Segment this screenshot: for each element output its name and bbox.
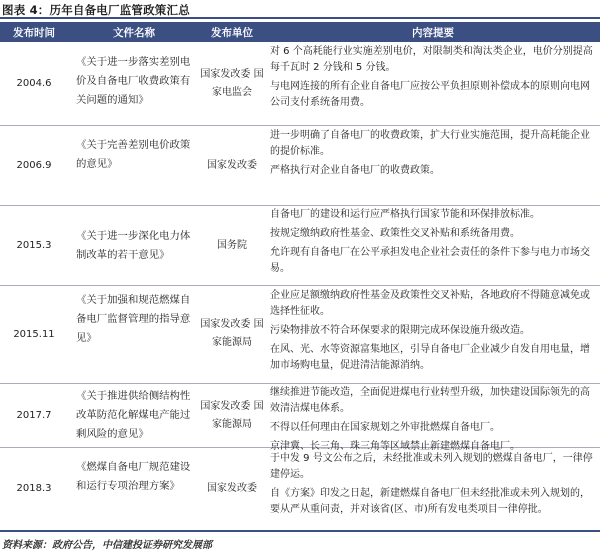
row-issuing-unit: 国家发改委 国家电监会: [200, 69, 264, 98]
content-item: 企业应足额缴纳政府性基金及政策性交叉补贴，各地政府不得随意减免或选择性征收。: [270, 290, 590, 317]
content-item: 对 6 个高耗能行业实施差别电价，对限制类和淘汰类企业，电价分别提高每千瓦时 2 分钱和 5 分钱。: [270, 46, 593, 73]
row-content: [270, 451, 596, 521]
row-issuing-unit: 国务院: [217, 240, 247, 251]
column-header-date: 发布时间: [13, 27, 55, 39]
column-header-content: 内容提要: [412, 27, 454, 39]
row-document-name: 《关于进一步落实差别电价及自备电厂收费政策有关问题的通知》: [76, 56, 191, 106]
source-note: 资料来源：政府公告，中信建投证券研究发展部: [2, 540, 212, 551]
row-issuing-unit: 国家发改委 国家能源局: [200, 401, 264, 430]
row-content: [270, 207, 596, 280]
row-issuing-unit: 国家发改委: [207, 160, 257, 171]
content-item: 于中发 9 号文公布之后，未经批准或未列入规划的燃煤自备电厂，一律停建停运。: [270, 453, 593, 480]
row-content: [270, 44, 596, 114]
figure-title: 图表 4：历年自备电厂监管政策汇总: [2, 3, 190, 17]
table-header: [0, 22, 600, 42]
content-item: 严格执行对企业自备电厂的收费政策。: [270, 165, 440, 176]
row-date: 2015.3: [16, 240, 52, 251]
content-item: 与电网连接的所有企业自备电厂应按公平负担原则补偿成本的原则向电网公司支付系统备用费。: [270, 81, 590, 108]
row-date: 2017.7: [16, 410, 52, 421]
content-item: 自备电厂的建设和运行应严格执行国家节能和环保排放标准。: [270, 209, 540, 220]
row-date: 2018.3: [16, 483, 52, 494]
row-document-name: 《燃煤自备电厂规范建设和运行专项治理方案》: [76, 461, 191, 492]
column-header-unit: 发布单位: [211, 27, 253, 39]
content-item: 京津冀、长三角、珠三角等区域禁止新建燃煤自备电厂。: [270, 441, 520, 452]
figure-title-bar: [0, 0, 600, 19]
column-header-document: 文件名称: [113, 27, 155, 39]
row-issuing-unit: 国家发改委 国家能源局: [200, 319, 264, 348]
row-content: [270, 288, 596, 377]
table-row: [0, 384, 600, 452]
row-content: [270, 128, 596, 182]
content-item: 进一步明确了自备电厂的收费政策，扩大行业实施范围，提升高耗能企业的提价标准。: [270, 130, 590, 157]
content-item: 继续推进节能改造，全面促进煤电行业转型升级，加快建设国际领先的高效清洁煤电体系。: [270, 387, 590, 414]
content-item: 自《方案》印发之日起，新建燃煤自备电厂但未经批准或未列入规划的，要从严从重问责，并对该省(区、市)所有发电类项目一律停批。: [270, 488, 590, 515]
table-row: [0, 448, 600, 532]
row-document-name: 《关于进一步深化电力体制改革的若干意见》: [76, 230, 191, 261]
row-document-name: 《关于推进供给侧结构性改革防范化解煤电产能过剩风险的意见》: [76, 390, 191, 440]
row-issuing-unit: 国家发改委: [207, 483, 257, 494]
content-item: 允许现有自备电厂在公平承担发电企业社会责任的条件下参与电力市场交易。: [270, 247, 590, 274]
content-item: 污染物排放不符合环保要求的限期完成环保设施升级改造。: [270, 325, 530, 336]
row-date: 2004.6: [16, 78, 52, 89]
table-row: [0, 42, 600, 126]
row-document-name: 《关于加强和规范燃煤自备电厂监督管理的指导意见》: [76, 294, 191, 344]
content-item: 不得以任何理由在国家规划之外审批燃煤自备电厂。: [270, 422, 500, 433]
row-date: 2015.11: [13, 329, 55, 340]
table-row: [0, 286, 600, 384]
content-item: 在风、光、水等资源富集地区，引导自备电厂企业减少自发自用电量，增加市场购电量，促进清洁能源消纳。: [270, 344, 590, 371]
table-row: [0, 126, 600, 206]
row-date: 2006.9: [16, 160, 52, 171]
content-item: 按规定缴纳政府性基金、政策性交叉补贴和系统备用费。: [270, 228, 520, 239]
table-row: [0, 206, 600, 286]
row-document-name: 《关于完善差别电价政策的意见》: [76, 139, 191, 170]
